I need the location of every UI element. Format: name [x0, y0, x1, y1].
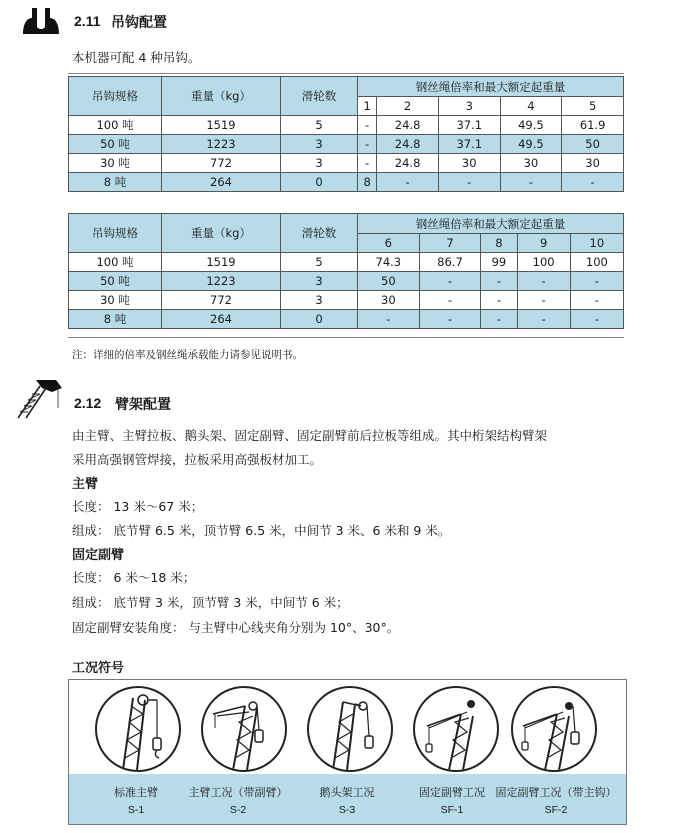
- cell: -: [570, 272, 623, 291]
- cell: 24.8: [377, 135, 439, 154]
- cell: 50 吨: [69, 135, 162, 154]
- cell: 49.5: [500, 135, 562, 154]
- cell: -: [438, 173, 500, 192]
- cell: 61.9: [562, 116, 624, 135]
- table-row: [69, 310, 624, 329]
- cell: 264: [162, 310, 281, 329]
- jib-length: 长度： 6 米～18 米；: [72, 570, 196, 585]
- gooseneck-icon: [307, 686, 393, 772]
- ratio-header: 3: [438, 97, 500, 116]
- col-header-sheave: 滑轮数: [281, 214, 358, 253]
- condition-label: 固定副臂工况: [419, 786, 485, 799]
- ratio-header: 8: [481, 234, 517, 253]
- table-row: [69, 154, 624, 173]
- boom-description-line-2: 采用高强钢管焊接，拉板采用高强板材加工。: [72, 452, 323, 467]
- working-conditions-panel: [68, 679, 627, 825]
- cell: -: [358, 154, 377, 173]
- cell: -: [419, 272, 481, 291]
- col-header-group: 钢丝绳倍率和最大额定起重量: [358, 77, 624, 97]
- boom-section-icon: [14, 378, 70, 420]
- cell: 30: [500, 154, 562, 173]
- fixed-jib-main-hook-icon: [511, 686, 597, 772]
- cell: -: [481, 272, 517, 291]
- col-header-weight: 重量（kg）: [162, 214, 281, 253]
- cell: 100: [517, 253, 570, 272]
- ratio-header: 10: [570, 234, 623, 253]
- cell: -: [517, 291, 570, 310]
- condition-code: S-2: [229, 804, 247, 816]
- cell: 86.7: [419, 253, 481, 272]
- cell: 37.1: [438, 116, 500, 135]
- table-row: [69, 173, 624, 192]
- cell: 772: [162, 291, 281, 310]
- standard-boom-icon: [95, 686, 181, 772]
- cell: 3: [281, 135, 358, 154]
- boom-with-jib-icon: [201, 686, 287, 772]
- cell: -: [481, 291, 517, 310]
- condition-label: 固定副臂工况（带主钩）: [495, 786, 617, 799]
- fixed-jib-icon: [413, 686, 499, 772]
- table-row: [69, 272, 624, 291]
- cell: 74.3: [358, 253, 420, 272]
- cell: -: [358, 116, 377, 135]
- cell: -: [517, 310, 570, 329]
- cell: 1519: [162, 116, 281, 135]
- col-header-weight: 重量（kg）: [162, 77, 281, 116]
- table-row: [69, 253, 624, 272]
- table-row: [69, 135, 624, 154]
- main-boom-composition: 组成： 底节臂 6.5 米，顶节臂 6.5 米，中间节 3 米、6 米和 9 米。: [72, 523, 451, 538]
- cell: 50: [358, 272, 420, 291]
- cell: -: [358, 135, 377, 154]
- jib-angle: 固定副臂安装角度： 与主臂中心线夹角分别为 10°、30°。: [72, 620, 400, 635]
- cell: 30: [562, 154, 624, 173]
- ratio-header: 6: [358, 234, 420, 253]
- section-title: 臂架配置: [115, 397, 171, 413]
- ratio-header: 2: [377, 97, 439, 116]
- col-header-group: 钢丝绳倍率和最大额定起重量: [358, 214, 624, 234]
- col-header-spec: 吊钩规格: [69, 77, 162, 116]
- cell: 772: [162, 154, 281, 173]
- conditions-heading: 工况符号: [72, 661, 125, 676]
- ratio-header: 4: [500, 97, 562, 116]
- ratio-header: 9: [517, 234, 570, 253]
- cell: 3: [281, 291, 358, 310]
- cell: 100 吨: [69, 116, 162, 135]
- cell: 30: [438, 154, 500, 173]
- col-header-spec: 吊钩规格: [69, 214, 162, 253]
- cell: 30 吨: [69, 291, 162, 310]
- jib-heading: 固定副臂: [72, 548, 125, 563]
- cell: -: [500, 173, 562, 192]
- intro-text: 本机器可配 4 种吊钩。: [72, 50, 201, 65]
- condition-label: 主臂工况（带副臂）: [188, 786, 288, 799]
- condition-code: S-1: [127, 804, 145, 816]
- condition-label: 鹅头架工况: [319, 786, 375, 799]
- cell: 8 吨: [69, 310, 162, 329]
- cell: 99: [481, 253, 517, 272]
- cell: 50: [562, 135, 624, 154]
- main-boom-length: 长度： 13 米～67 米；: [72, 499, 204, 514]
- cell: 5: [281, 253, 358, 272]
- condition-label: 标准主臂: [114, 786, 158, 799]
- cell: 1223: [162, 135, 281, 154]
- cell: 5: [281, 116, 358, 135]
- section-number: 2.11: [74, 13, 101, 29]
- cell: -: [481, 310, 517, 329]
- table-row: [69, 116, 624, 135]
- cell: -: [517, 272, 570, 291]
- cell: 3: [281, 272, 358, 291]
- section-number: 2.12: [74, 395, 102, 411]
- cell: -: [570, 291, 623, 310]
- cell: 3: [281, 154, 358, 173]
- jib-composition: 组成： 底节臂 3 米，顶节臂 3 米，中间节 6 米；: [72, 595, 349, 610]
- cell: 0: [281, 173, 358, 192]
- col-header-sheave: 滑轮数: [281, 77, 358, 116]
- cell: 100 吨: [69, 253, 162, 272]
- ratio-header: 7: [419, 234, 481, 253]
- cell: 24.8: [377, 116, 439, 135]
- cell: 264: [162, 173, 281, 192]
- condition-code: SF-2: [544, 804, 568, 816]
- cell: -: [377, 173, 439, 192]
- cell: -: [570, 310, 623, 329]
- cell: -: [419, 291, 481, 310]
- boom-description-line-1: 由主臂、主臂拉板、鹅头架、固定副臂、固定副臂前后拉板等组成。其中桁架结构臂架: [72, 428, 548, 443]
- cell: 30: [358, 291, 420, 310]
- cell: 8: [358, 173, 377, 192]
- ratio-header: 1: [358, 97, 377, 116]
- cell: 24.8: [377, 154, 439, 173]
- cell: 1519: [162, 253, 281, 272]
- cell: 100: [570, 253, 623, 272]
- section-title: 吊钩配置: [111, 15, 167, 31]
- cell: 1223: [162, 272, 281, 291]
- cell: -: [419, 310, 481, 329]
- ratio-header: 5: [562, 97, 624, 116]
- hook-table-1: [68, 76, 624, 192]
- main-boom-heading: 主臂: [72, 477, 99, 492]
- cell: 8 吨: [69, 173, 162, 192]
- cell: 50 吨: [69, 272, 162, 291]
- cell: 30 吨: [69, 154, 162, 173]
- hook-section-icon: [20, 4, 62, 38]
- cell: 0: [281, 310, 358, 329]
- cell: -: [358, 310, 420, 329]
- table-note: 注：详细的倍率及钢丝绳承载能力请参见说明书。: [72, 349, 303, 361]
- condition-code: S-3: [338, 804, 356, 816]
- cell: -: [562, 173, 624, 192]
- cell: 37.1: [438, 135, 500, 154]
- condition-code: SF-1: [440, 804, 464, 816]
- table-row: [69, 291, 624, 310]
- hook-table-2: [68, 213, 624, 329]
- cell: 49.5: [500, 116, 562, 135]
